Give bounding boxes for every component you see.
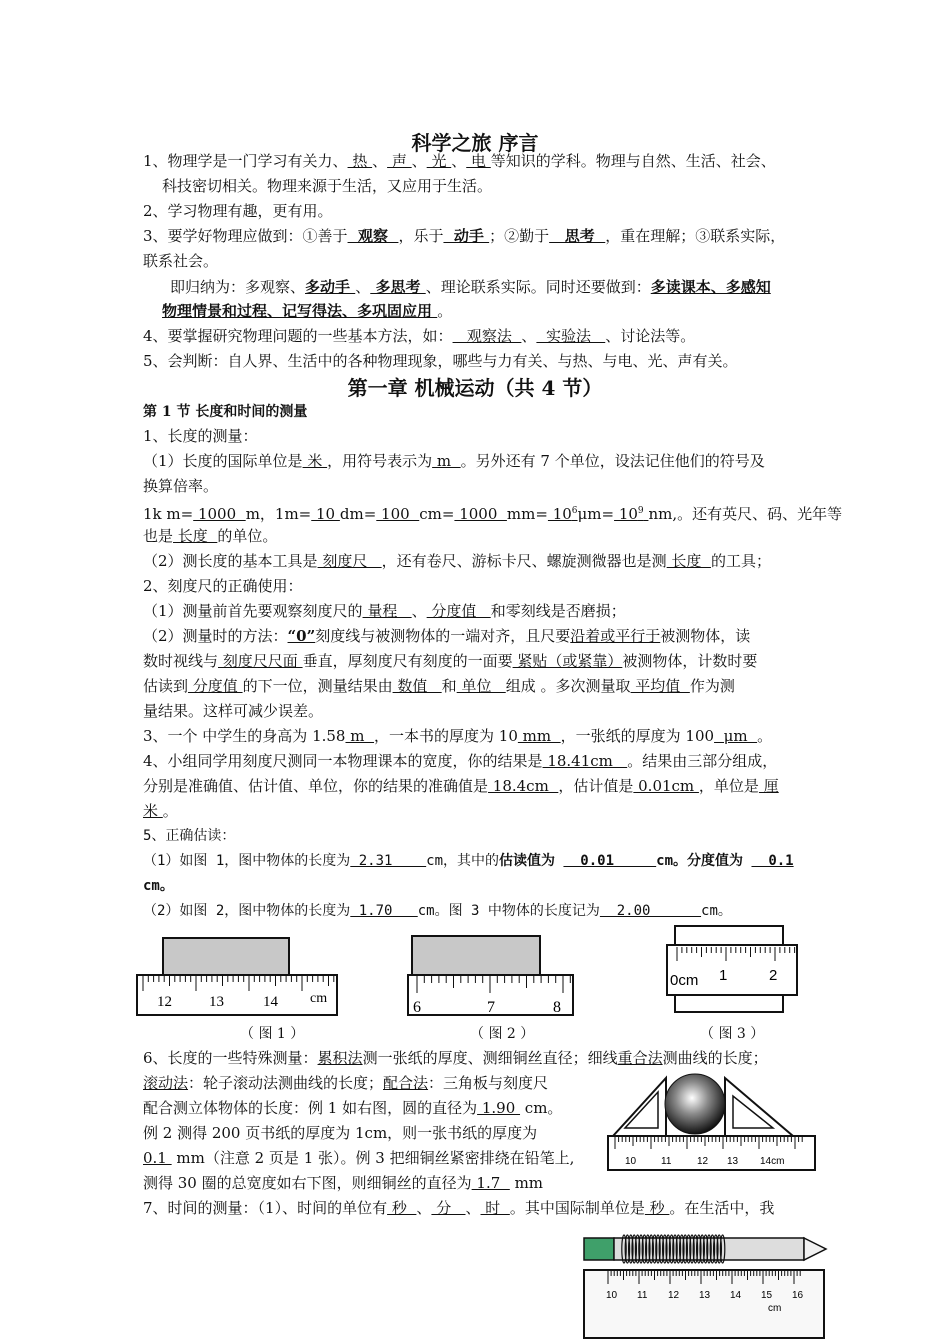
text-line: 分别是准确值、估计值、单位，你的结果的准确值是 18.4cm ，估计值是 0.01cm ，单位是 厘 xyxy=(143,777,779,795)
text-line: cm。 xyxy=(143,878,174,894)
section-heading: 第 1 节 长度和时间的测量 xyxy=(143,404,308,420)
ball-diameter-figure xyxy=(603,1066,823,1174)
text-line: 5、正确估读： xyxy=(143,828,236,844)
text-line: （2）如图 2，图中物体的长度为 1.70 cm。图 3 中物体的长度记为 2.00 cm。 xyxy=(143,903,732,919)
tick-label: 12 xyxy=(157,994,172,1010)
tick-label: 16 xyxy=(792,1290,804,1301)
figure-2-ruler xyxy=(405,933,575,1018)
tick-label: 1 xyxy=(719,967,728,984)
figure-1-ruler xyxy=(135,935,340,1017)
figure-3-ruler xyxy=(665,923,800,1015)
text-line: 数时视线与 刻度尺尺面 垂直，厚刻度尺有刻度的一面要 紧贴（或紧靠）被测物体，计数时要 xyxy=(143,652,758,670)
tick-label: 14 xyxy=(263,994,278,1010)
text-line: 1k m= 1000 m，1m= 10 dm= 100 cm= 1000 $mm= 10^6\mu m= 10^9$ nm,。还有英尺、码、光年等 xyxy=(143,505,843,523)
tick-label: 10 xyxy=(606,1290,618,1301)
text-line: 米 。 xyxy=(143,802,178,820)
tick-label: 13 xyxy=(699,1290,711,1301)
ball xyxy=(665,1074,725,1134)
text-line: 估读到 分度值 的下一位，测量结果由 数值 和 单位 组成 。多次测量取 平均值 作为测 xyxy=(143,677,735,695)
tick-label: 10 xyxy=(625,1156,637,1167)
figure-3-caption: （ 图 3 ） xyxy=(700,1026,765,1042)
tick-label: 13 xyxy=(727,1156,739,1167)
text-line: 4、小组同学用刻度尺测同一本物理课本的宽度，你的结果是 18.41cm 。结果由三部分组成， xyxy=(143,752,778,770)
unit-label: cm xyxy=(768,1303,782,1314)
text-line: 配合测立体物体的长度：例 1 如右图，圆的直径为 1.90 cm。 xyxy=(143,1099,563,1117)
text-line: 0.1 mm（注意 2 页是 1 张）。例 3 把细铜丝紧密排绕在铅笔上, xyxy=(143,1149,575,1167)
text-line: 1、长度的测量： xyxy=(143,427,258,445)
text-line: 滚动法：轮子滚动法测曲线的长度；配合法：三角板与刻度尺 xyxy=(143,1074,549,1092)
unit-label: cm xyxy=(310,991,328,1006)
text-line: （1）长度的国际单位是 米 ，用符号表示为 m 。另外还有 7 个单位，设法记住他们的符号及 xyxy=(143,452,765,470)
tick-label: 12 xyxy=(697,1156,709,1167)
figure-2-caption: （ 图 2 ） xyxy=(470,1026,535,1042)
text-line: 换算倍率。 xyxy=(143,477,219,495)
tick-label: 7 xyxy=(487,999,495,1016)
text-line: （2）测量时的方法：“0”刻度线与被测物体的一端对齐，且尺要沿着或平行于被测物体，读 xyxy=(143,627,751,645)
tick-label: 14cm xyxy=(760,1156,785,1167)
figure-1-caption: （ 图 1 ） xyxy=(240,1026,305,1042)
text-line: 7、时间的测量：（1）、时间的单位有 秒 、 分 、 时 。其中国际制单位是 秒 。在生活中，我 xyxy=(143,1199,775,1217)
text-line: 6、长度的一些特殊测量：累积法测一张纸的厚度、测细铜丝直径；细线重合法测曲线的长度； xyxy=(143,1049,768,1067)
tick-label: 14 xyxy=(730,1290,742,1301)
text-line: 例 2 测得 200 页书纸的厚度为 1cm，则一张书纸的厚度为 xyxy=(143,1124,538,1142)
chapter-title: 第一章 机械运动（共 4 节） xyxy=(347,376,603,400)
tick-label: 8 xyxy=(553,999,561,1016)
preface-line-5: 4、要掌握研究物理问题的一些基本方法，如： 观察法 、 实验法 、讨论法等。 xyxy=(143,327,696,345)
preface-line-3: 3、要学好物理应做到：①善于 观察 ，乐于 动手 ；②勤于 思考 ，重在理解；③联系实际， xyxy=(143,227,786,245)
wire-on-pencil-figure xyxy=(580,1222,830,1342)
preface-line-2: 2、学习物理有趣，更有用。 xyxy=(143,202,333,220)
tick-label: 6 xyxy=(413,999,421,1016)
text-line: 3、一个 中学生的身高为 1.58 m ，一本书的厚度为 10 mm ，一张纸的厚度为 100 μm 。 xyxy=(143,727,773,745)
tick-label: 13 xyxy=(209,994,224,1010)
text-line: 也是 长度 的单位。 xyxy=(143,527,278,545)
tick-label: 2 xyxy=(769,967,778,984)
text-line: 量结果。这样可减少误差。 xyxy=(143,702,324,720)
preface-line-4: 即归纳为：多观察、多动手 、 多思考 、理论联系实际。同时还要做到：多读课本、多感知 xyxy=(170,278,771,296)
text-line: （2）测长度的基本工具是 刻度尺 ，还有卷尺、游标卡尺、螺旋测微器也是测 长度 的工具； xyxy=(143,552,771,570)
preface-line-6: 5、会判断：自人界、生活中的各种物理现象，哪些与力有关、与热、与电、光、声有关。 xyxy=(143,352,738,370)
tick-label: 0cm xyxy=(670,972,699,989)
preface-line-4b: 物理情景和过程、记写得法、多巩固应用 。 xyxy=(162,302,453,320)
preface-line-1: 1、物理学是一门学习有关力、 热 、 声 、 光 、 电 等知识的学科。物理与自然、生活、社会、 xyxy=(143,152,776,170)
ruler xyxy=(584,1270,824,1338)
text-line: （1）测量前首先要观察刻度尺的 量程 、 分度值 和零刻线是否磨损； xyxy=(143,602,626,620)
preface-line-1b: 科技密切相关。物理来源于生活，又应用于生活。 xyxy=(162,177,493,195)
tick-label: 12 xyxy=(668,1290,680,1301)
tick-label: 11 xyxy=(637,1290,648,1301)
pencil-end xyxy=(584,1238,614,1260)
text-line: 2、刻度尺的正确使用： xyxy=(143,577,303,595)
tick-label: 15 xyxy=(761,1290,773,1301)
text-line: （1）如图 1，图中物体的长度为 2.31 cm，其中的估读值为 0.01 cm。分度值为 0.1 xyxy=(143,853,794,869)
text-line: 测得 30 圈的总宽度如右下图，则细铜丝的直径为 1.7 mm xyxy=(143,1174,544,1192)
preface-line-3b: 联系社会。 xyxy=(143,252,219,270)
tick-label: 11 xyxy=(661,1156,672,1167)
page-title: 科学之旅 序言 xyxy=(411,131,539,155)
